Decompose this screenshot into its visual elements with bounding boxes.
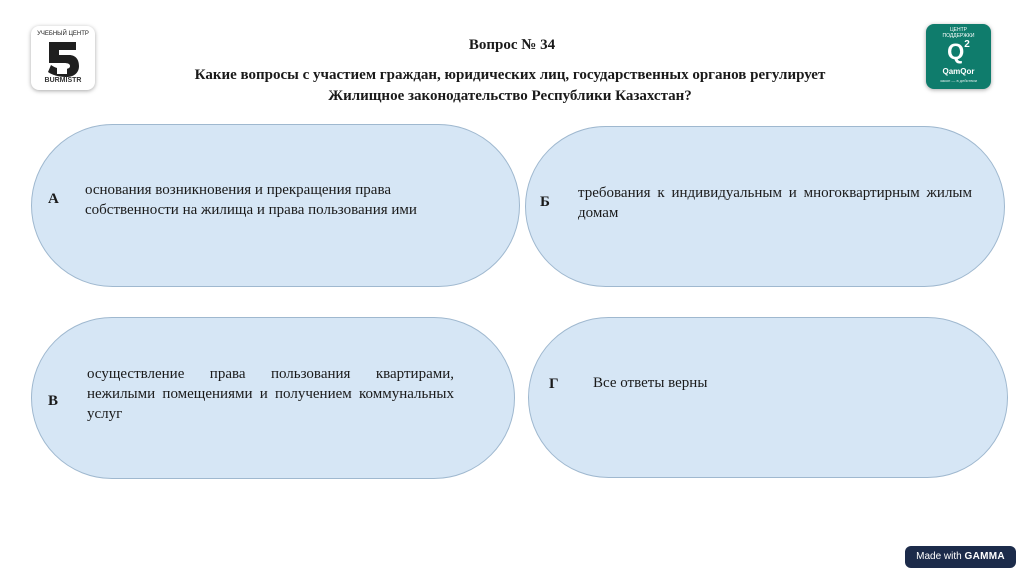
logo-right-tagline: закон — в действии bbox=[940, 78, 977, 83]
question-title: Вопрос № 34 bbox=[468, 37, 556, 53]
answer-text: осуществление права пользования квартирами, нежилыми помещениями и получением коммунальных услуг bbox=[87, 366, 454, 422]
answer-option-b[interactable] bbox=[525, 126, 1005, 287]
logo-left-top-text: УЧЕБНЫЙ ЦЕНТР bbox=[37, 31, 89, 37]
answer-text: основания возникновения и прекращения права собственности на жилища и права пользования ими bbox=[85, 182, 417, 218]
logo-right-top-line-2: ПОДДЕРЖКИ bbox=[942, 33, 975, 39]
q-mark: Q bbox=[947, 39, 965, 64]
answer-text: требования к индивидуальным и многоквартирным жилым домам bbox=[578, 185, 972, 221]
answer-option-d[interactable] bbox=[528, 317, 1008, 478]
answer-letter: Б bbox=[540, 194, 550, 210]
answer-letter: Г bbox=[549, 376, 559, 392]
answer-letter: В bbox=[48, 393, 59, 409]
burmistr-logo bbox=[31, 26, 95, 90]
logo-right-top-line-1: ЦЕНТР bbox=[949, 27, 968, 33]
q-mark-sup: 2 bbox=[964, 39, 970, 50]
answer-option-a[interactable] bbox=[31, 124, 520, 287]
qamqor-logo bbox=[926, 24, 991, 89]
logo-left-bottom-text: BURMISTR bbox=[44, 77, 82, 84]
made-with-gamma-badge[interactable] bbox=[905, 546, 1016, 568]
logo-right-name: QamQor bbox=[942, 67, 975, 76]
answer-letter: А bbox=[48, 191, 59, 207]
answer-text: Все ответы верны bbox=[593, 375, 708, 391]
badge-prefix: Made with bbox=[916, 551, 962, 562]
question-text: Какие вопросы с участием граждан, юридических лиц, государственных органов регулирует Жилищное законодательство Республики Казахстан? bbox=[194, 67, 826, 104]
badge-brand: GAMMA bbox=[964, 551, 1005, 562]
answer-option-c[interactable] bbox=[31, 317, 515, 479]
